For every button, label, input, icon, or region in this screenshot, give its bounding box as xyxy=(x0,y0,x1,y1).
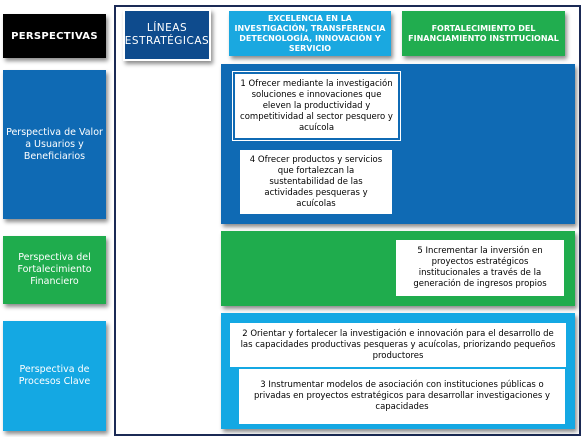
objective-5: 5 Incrementar la inversión en proyectos estratégicos institucionales a través de la generación de ingresos propios xyxy=(396,240,564,296)
perspective-processes: Perspectiva de Procesos Clave xyxy=(3,321,106,431)
strategic-line-funding: FORTALECIMIENTO DEL FINANCIAMIENTO INSTITUCIONAL xyxy=(402,11,565,56)
perspective-users: Perspectiva de Valor a Usuarios y Beneficiarios xyxy=(3,70,106,219)
perspective-financial: Perspectiva del Fortalecimiento Financiero xyxy=(3,236,106,304)
strategic-line-research: EXCELENCIA EN LA INVESTIGACIÓN, TRANSFERENCIA DETECNOLOGÍA, INNOVACIÓN Y SERVICIO xyxy=(229,11,391,56)
objective-4: 4 Ofrecer productos y servicios que fortalezcan la sustentabilidad de las actividades pesqueras y acuícolas xyxy=(240,150,392,214)
objective-3: 3 Instrumentar modelos de asociación con instituciones públicas o privadas en proyectos estratégicos para desarrollar investigaciones y capacidades xyxy=(239,369,565,424)
strategic-lines-label: LÍNEAS ESTRATÉGICAS xyxy=(123,9,211,61)
objective-2: 2 Orientar y fortalecer la investigación e innovación para el desarrollo de las capacidades productivas pesqueras y acuícolas, priorizando pequeños productores xyxy=(230,323,566,367)
objective-1: 1 Ofrecer mediante la investigación soluciones e innovaciones que eleven la productividad y competitividad al sector pesquero y acuícola xyxy=(233,72,400,140)
perspectives-header: PERSPECTIVAS xyxy=(3,14,106,58)
